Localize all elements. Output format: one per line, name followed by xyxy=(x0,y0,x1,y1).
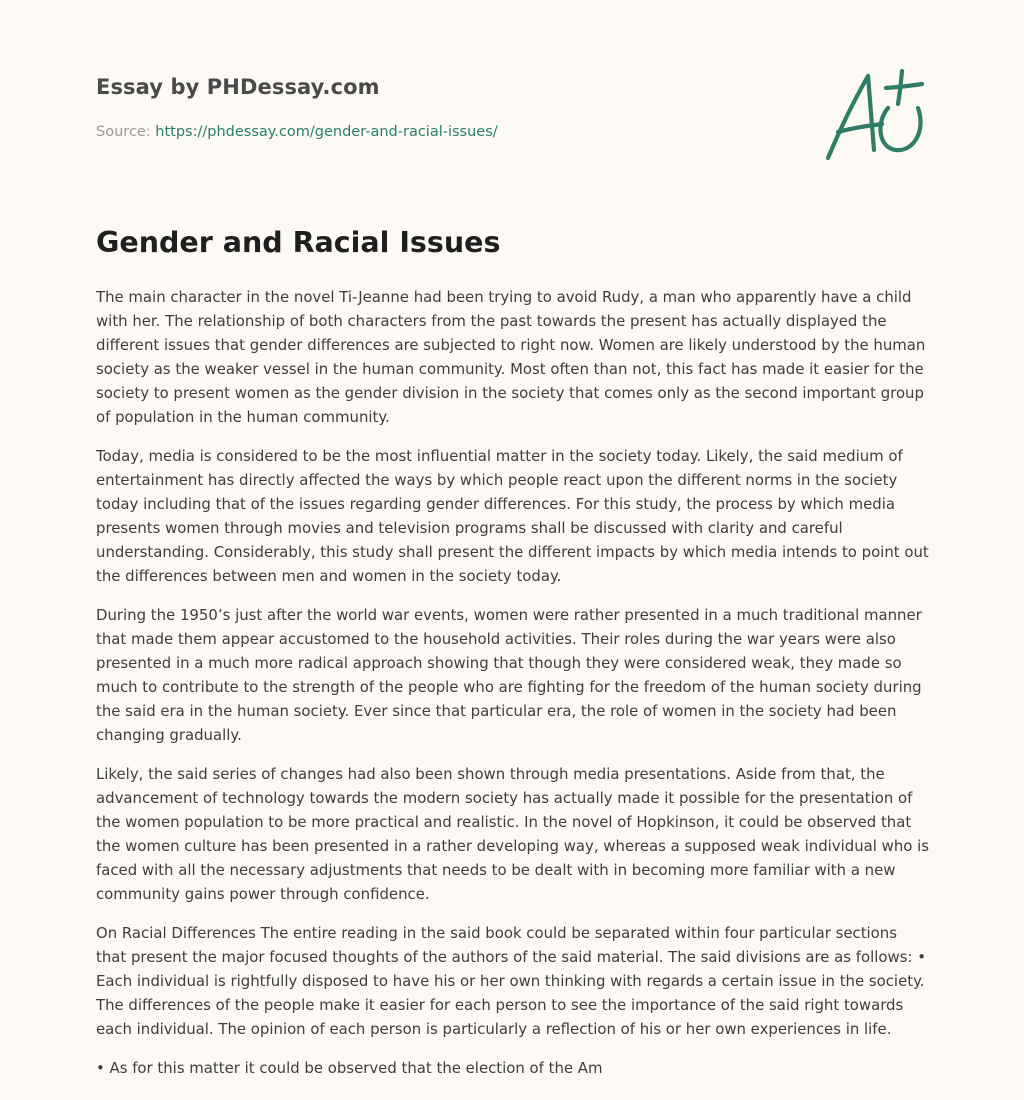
paragraph: Today, media is considered to be the most influential matter in the society today. Likely, the said medium of entertainment has directly affected the ways by which people react upon the different norms in the society today including that of the issues regarding gender differences. For this study, the process by which media presents women through movies and television programs shall be discussed with clarity and careful understanding. Considerably, this study shall present the different impacts by which media intends to point out the differences between men and women in the society today. xyxy=(96,447,929,585)
paragraph: Likely, the said series of changes had also been shown through media presentations. Aside from that, the advancement of technology towards the modern society has actually made it possible for the presentation of the women population to be more practical and realistic. In the novel of Hopkinson, it could be observed that the women culture has been presented in a rather developing way, whereas a supposed weak individual who is faced with all the necessary adjustments that needs to be dealt with in becoming more familiar with a new community gains power through confidence. xyxy=(96,765,930,903)
essay-title: Gender and Racial Issues xyxy=(96,226,501,259)
source-label: Source: xyxy=(96,124,156,140)
essay-body xyxy=(96,285,930,1095)
paragraph: • As for this matter it could be observed that the election of the Am xyxy=(96,1059,603,1077)
source-line xyxy=(96,124,498,140)
paragraph: On Racial Differences The entire reading in the said book could be separated within four particular sections that present the major focused thoughts of the authors of the said material. The said divisions are as follows: • Each individual is rightfully disposed to have his or her own thinking with regards a certain issue in the society. The differences of the people make it easier for each person to see the importance of the said right towards each individual. The opinion of each person is particularly a reflection of his or her own experiences in life. xyxy=(96,924,926,1038)
source-link[interactable]: https://phdessay.com/gender-and-racial-issues/ xyxy=(155,124,498,140)
a-plus-logo-icon xyxy=(818,66,930,166)
paragraph: The main character in the novel Ti-Jeanne had been trying to avoid Rudy, a man who apparently have a child with her. The relationship of both characters from the past towards the present has actually displayed the different issues that gender differences are subjected to right now. Women are likely understood by the human society as the weaker vessel in the human community. Most often than not, this fact has made it easier for the society to present women as the gender division in the society that comes only as the second important group of population in the human community. xyxy=(96,288,926,426)
paragraph: During the 1950’s just after the world war events, women were rather presented in a much traditional manner that made them appear accustomed to the household activities. Their roles during the war years were also presented in a much more radical approach showing that though they were considered weak, they made so much to contribute to the strength of the people who are fighting for the freedom of the human society during the said era in the human society. Ever since that particular era, the role of women in the society had been changing gradually. xyxy=(96,606,922,744)
site-brand: Essay by PHDessay.com xyxy=(96,75,380,99)
